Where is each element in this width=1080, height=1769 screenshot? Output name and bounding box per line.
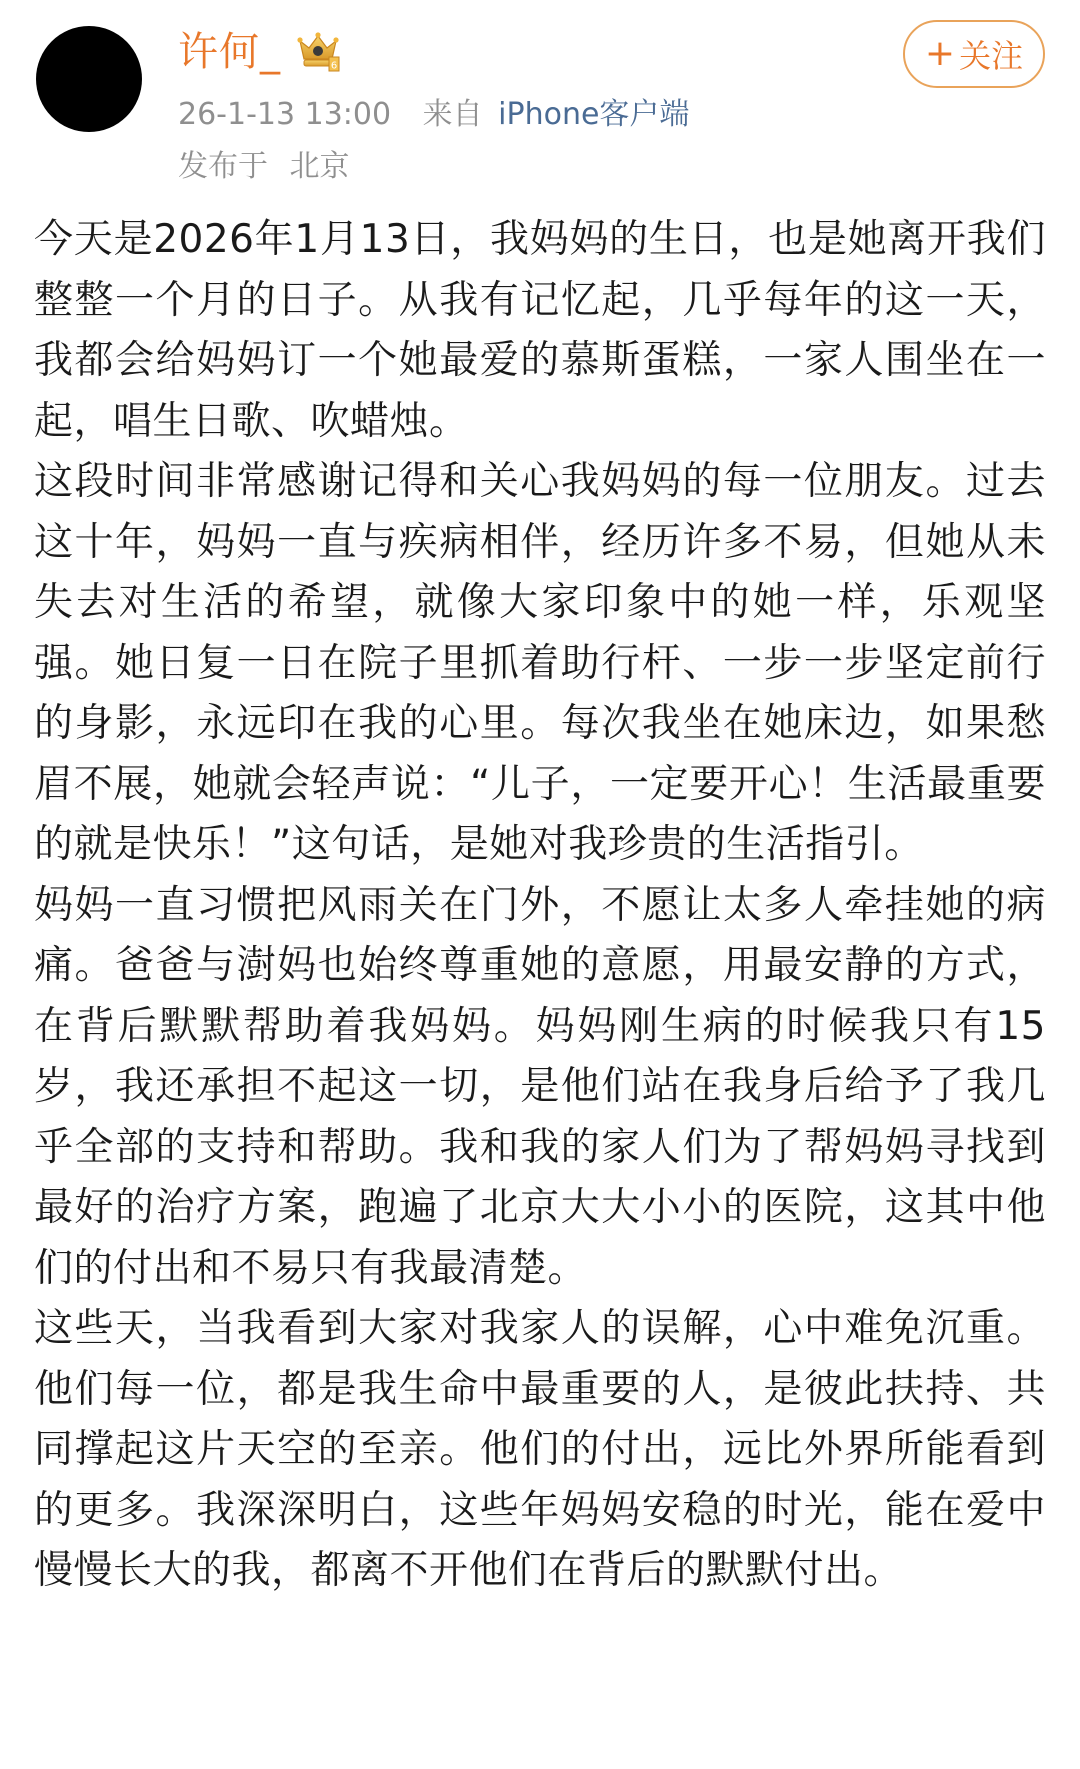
post-paragraph: 这段时间非常感谢记得和关心我妈妈的每一位朋友。过去这十年，妈妈一直与疾病相伴，经历许多不易，但她从未失去对生活的希望，就像大家印象中的她一样，乐观坚强。她日复一日在院子里抓着助行杆、一步一步坚定前行的身影，永远印在我的心里。每次我坐在她床边，如果愁眉不展，她就会轻声说：“儿子，一定要开心！生活最重要的就是快乐！”这句话，是她对我珍贵的生活指引。 — [34, 459, 1046, 867]
location-label: 发布于 — [178, 149, 268, 184]
plus-icon: + — [924, 33, 956, 74]
source-link[interactable]: iPhone客户端 — [498, 97, 690, 132]
username[interactable]: 许何_ — [178, 29, 281, 75]
post-meta — [178, 94, 689, 136]
post-paragraph: 妈妈一直习惯把风雨关在门外，不愿让太多人牵挂她的病痛。爸爸与澍妈也始终尊重她的意愿，用最安静的方式，在背后默默帮助着我妈妈。妈妈刚生病的时候我只有15岁，我还承担不起这一切，是他们站在我身后给予了我几乎全部的支持和帮助。我和我的家人们为了帮妈妈寻找到最好的治疗方案，跑遍了北京大大小小的医院，这其中他们的付出和不易只有我最清楚。 — [34, 882, 1046, 1291]
crown-badge-icon[interactable] — [295, 29, 341, 75]
post-paragraph: 这些天，当我看到大家对我家人的误解，心中难免沉重。他们每一位，都是我生命中最重要的人，是彼此扶持、共同撑起这片天空的至亲。他们的付出，远比外界所能看到的更多。我深深明白，这些年妈妈安稳的时光，能在爱中慢慢长大的我，都离不开他们在背后的默默付出。 — [34, 1306, 1046, 1593]
post-timestamp: 26-1-13 13:00 — [178, 97, 392, 132]
svg-text:6: 6 — [330, 60, 338, 72]
follow-button[interactable] — [903, 20, 1045, 88]
location-value: 北京 — [289, 149, 350, 184]
post-paragraph: 今天是2026年1月13日，我妈妈的生日，也是她离开我们整整一个月的日子。从我有记忆起，几乎每年的这一天，我都会给妈妈订一个她最爱的慕斯蛋糕，一家人围坐在一起，唱生日歌、吹蜡烛。 — [34, 217, 1046, 444]
post-body — [34, 210, 1046, 1602]
username-row — [178, 24, 341, 80]
avatar[interactable] — [36, 26, 142, 132]
post-location — [178, 146, 350, 188]
follow-label: 关注 — [959, 37, 1024, 75]
post-header — [0, 0, 1080, 200]
source-label: 来自 — [422, 97, 483, 132]
